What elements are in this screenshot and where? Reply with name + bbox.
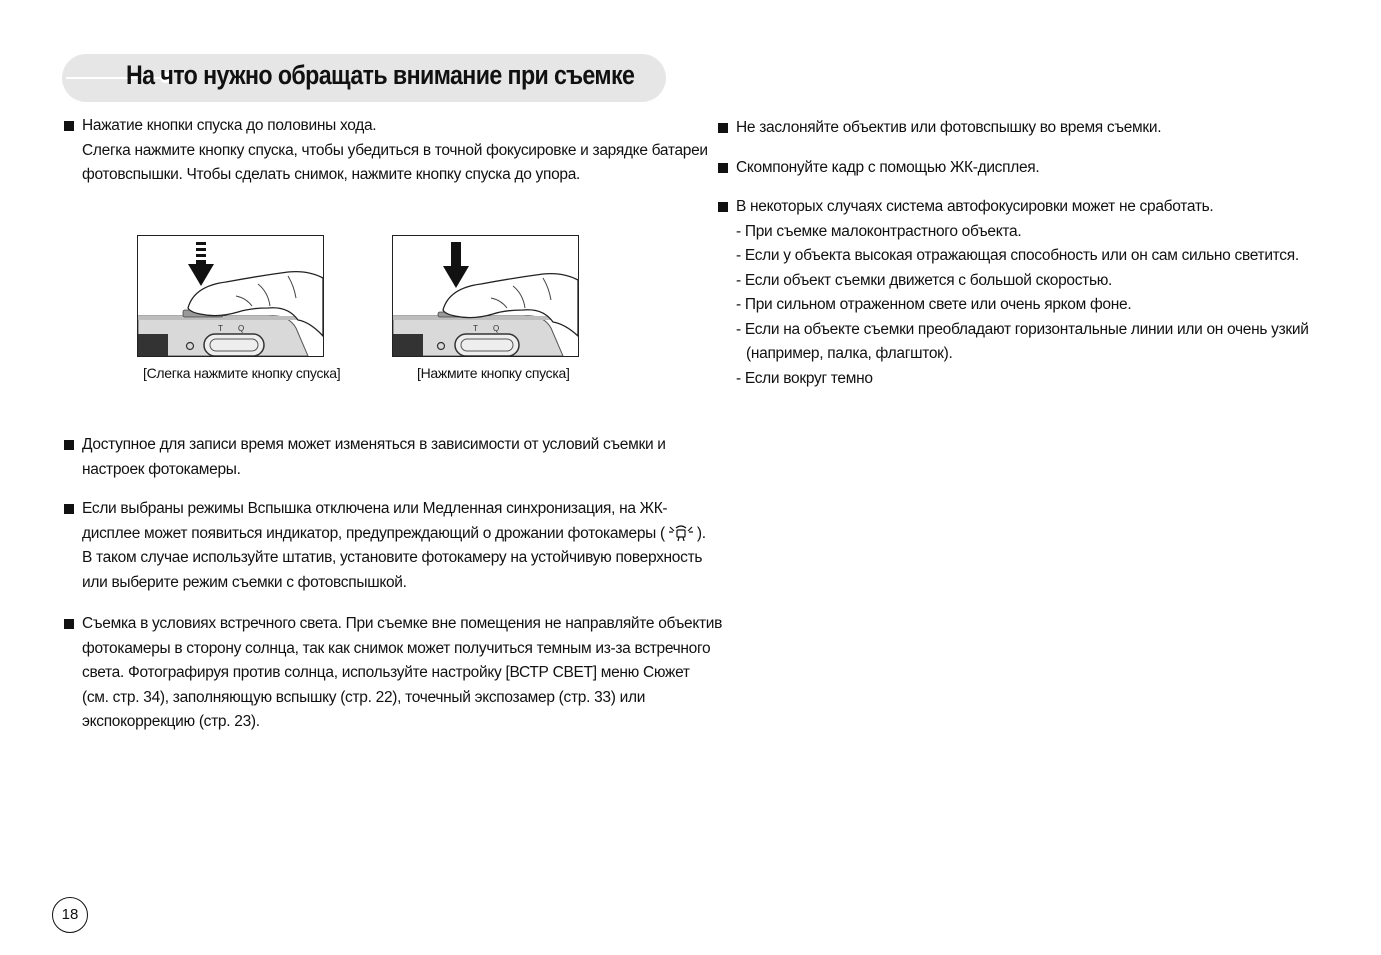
- shake-text-1: Если выбраны режимы Вспышка отключена или Медленная синхронизация, на ЖК-: [82, 500, 668, 517]
- backlight-text-4: (см. стр. 34), заполняющую вспышку (стр. 22), точечный экспозамер (стр. 33) или: [82, 688, 646, 706]
- shake-text-2-after: ).: [696, 524, 706, 542]
- shake-text-2-before: дисплее может появиться индикатор, предупреждающий о дрожании фотокамеры (: [82, 524, 665, 542]
- page-number: 18: [52, 897, 88, 933]
- button-label-zoom: Q: [238, 324, 245, 333]
- shake-text-3: В таком случае используйте штатив, установите фотокамеру на устойчивую поверхность: [82, 549, 703, 566]
- square-bullet-icon: [64, 121, 74, 131]
- lens-warning-text: Не заслоняйте объектив или фотовспышку во время съемки.: [736, 119, 1162, 136]
- camera-shake-icon: [667, 524, 695, 542]
- list-item: - Если на объекте съемки преобладают горизонтальные линии или он очень узкий: [736, 320, 1309, 338]
- recording-time-text-2: настроек фотокамеры.: [82, 460, 241, 478]
- lcd-compose-text: Скомпонуйте кадр с помощью ЖК-дисплея.: [736, 158, 1040, 176]
- figure-half-press: [137, 235, 324, 357]
- right-column: [716, 116, 1356, 391]
- bullet-item: [62, 433, 682, 482]
- figure-caption-1: [Слегка нажмите кнопку спуска]: [143, 365, 341, 381]
- half-press-section: [62, 114, 708, 188]
- bullet-item: [716, 116, 1356, 141]
- half-press-text-2: фотовспышки. Чтобы сделать снимок, нажмите кнопку спуска до упора.: [82, 166, 581, 183]
- recording-time-text-1: Доступное для записи время может изменяться в зависимости от условий съемки и: [82, 436, 666, 453]
- square-bullet-icon: [718, 123, 728, 133]
- list-item: - Если у объекта высокая отражающая способность или он сам сильно светится.: [736, 247, 1299, 264]
- half-press-heading: Нажатие кнопки спуска до половины хода.: [82, 117, 377, 134]
- figure-caption-2: [Нажмите кнопку спуска]: [417, 365, 570, 381]
- shake-text-2: [82, 522, 706, 547]
- list-item: - Если объект съемки движется с большой скоростью.: [736, 271, 1113, 289]
- shake-text-4: или выберите режим съемки с фотовспышкой.: [82, 573, 407, 591]
- half-press-text-1: Слегка нажмите кнопку спуска, чтобы убедиться в точной фокусировке и зарядке батареи: [82, 141, 708, 159]
- backlight-text-1: Съемка в условиях встречного света. При съемке вне помещения не направляйте объектив: [82, 615, 723, 632]
- autofocus-sub-list: [716, 220, 1356, 392]
- bullet-item: [62, 114, 708, 188]
- bullet-item: [62, 612, 723, 735]
- button-label-t: T: [473, 324, 478, 333]
- backlight-text-5: экспокоррекцию (стр. 23).: [82, 713, 260, 730]
- page-title: На что нужно обращать внимание при съемке: [126, 60, 635, 90]
- title-banner: [62, 54, 666, 102]
- half-press-arrow-icon: [188, 242, 214, 286]
- full-press-illustration: [393, 236, 578, 356]
- bullet-item: [716, 195, 1356, 220]
- full-press-arrow-icon: [443, 242, 469, 288]
- figure-full-press: [392, 235, 579, 357]
- list-item: - При съемке малоконтрастного объекта.: [736, 222, 1022, 240]
- backlight-section: [62, 612, 723, 735]
- autofocus-warning-text: В некоторых случаях система автофокусировки может не сработать.: [736, 198, 1214, 215]
- square-bullet-icon: [64, 440, 74, 450]
- square-bullet-icon: [718, 202, 728, 212]
- square-bullet-icon: [64, 619, 74, 629]
- square-bullet-icon: [718, 163, 728, 173]
- list-item: - Если вокруг темно: [736, 369, 873, 387]
- list-item: - При сильном отраженном свете или очень ярком фоне.: [736, 296, 1132, 313]
- button-label-t: T: [218, 324, 223, 333]
- bullet-item: [716, 156, 1356, 181]
- backlight-text-2: фотокамеры в сторону солнца, так как снимок может получиться темным из-за встречного: [82, 639, 711, 657]
- shake-warning-section: [62, 497, 706, 595]
- bullet-item: [62, 497, 706, 595]
- backlight-text-3: света. Фотографируя против солнца, используйте настройку [ВСТР СВЕТ] меню Сюжет: [82, 664, 690, 681]
- list-item-continuation: (например, палка, флагшток).: [746, 345, 953, 362]
- button-label-zoom: Q: [493, 324, 500, 333]
- half-press-illustration: [138, 236, 323, 356]
- square-bullet-icon: [64, 504, 74, 514]
- left-bullets: [62, 433, 682, 482]
